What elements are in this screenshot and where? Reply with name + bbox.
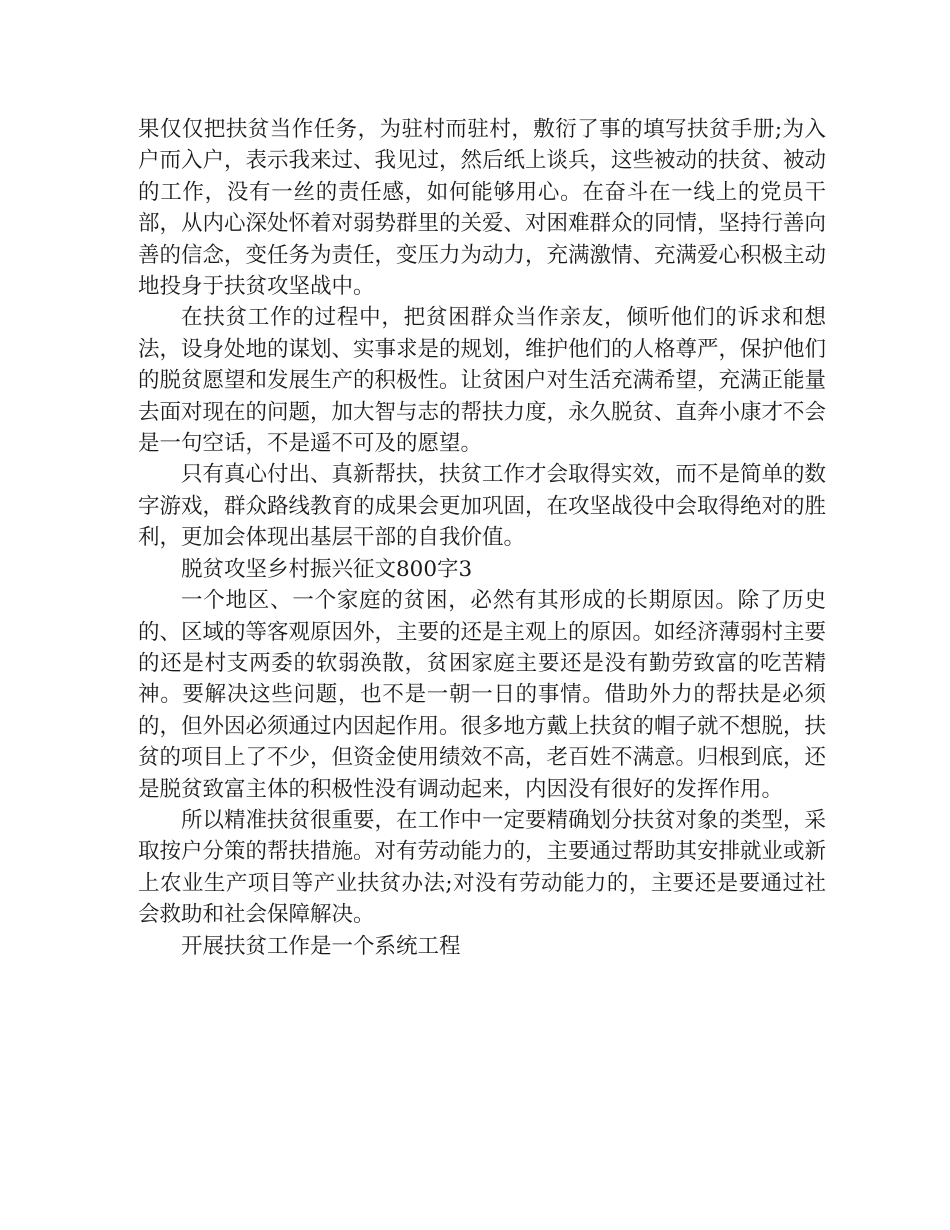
paragraph-continued: 果仅仅把扶贫当作任务，为驻村而驻村，敷衍了事的填写扶贫手册;为入户而入户，表示我来过、我见过，然后纸上谈兵，这些被动的扶贫、被动的工作，没有一丝的责任感，如何能够用心。在奋斗在一线上的党员干部，从内心深处怀着对弱势群里的关爱、对困难群众的同情，坚持行善向善的信念，变任务为责任，变压力为动力，充满激情、充满爱心积极主动地投身于扶贫攻坚战中。	[138, 117, 827, 300]
paragraph: 所以精准扶贫很重要，在工作中一定要精确划分扶贫对象的类型，采取按户分策的帮扶措施。对有劳动能力的，主要通过帮助其安排就业或新上农业生产项目等产业扶贫办法;对没有劳动能力的，主要还是要通过社会救助和社会保障解决。	[138, 807, 827, 928]
document-body	[138, 114, 826, 962]
paragraph-lead: 开展扶贫工作是一个系统工程	[181, 933, 461, 959]
paragraph: 在扶贫工作的过程中，把贫困群众当作亲友，倾听他们的诉求和想法，设身处地的谋划、实事求是的规划，维护他们的人格尊严，保护他们的脱贫愿望和发展生产的积极性。让贫困户对生活充满希望，充满正能量去面对现在的问题，加大智与志的帮扶力度，永久脱贫、直奔小康才不会是一句空话，不是遥不可及的愿望。	[138, 305, 827, 457]
paragraph: 只有真心付出、真新帮扶，扶贫工作才会取得实效，而不是简单的数字游戏，群众路线教育的成果会更加巩固，在攻坚战役中会取得绝对的胜利，更加会体现出基层干部的自我价值。	[138, 462, 827, 551]
paragraph: 一个地区、一个家庭的贫困，必然有其形成的长期原因。除了历史的、区域的等客观原因外，主要的还是主观上的原因。如经济薄弱村主要的还是村支两委的软弱涣散，贫困家庭主要还是没有勤劳致富的吃苦精神。要解决这些问题，也不是一朝一日的事情。借助外力的帮扶是必须的，但外因必须通过内因起作用。很多地方戴上扶贫的帽子就不想脱，扶贫的项目上了不少，但资金使用绩效不高，老百姓不满意。归根到底，还是脱贫致富主体的积极性没有调动起来，内因没有很好的发挥作用。	[138, 588, 827, 802]
section-heading: 脱贫攻坚乡村振兴征文800字3	[181, 556, 473, 582]
